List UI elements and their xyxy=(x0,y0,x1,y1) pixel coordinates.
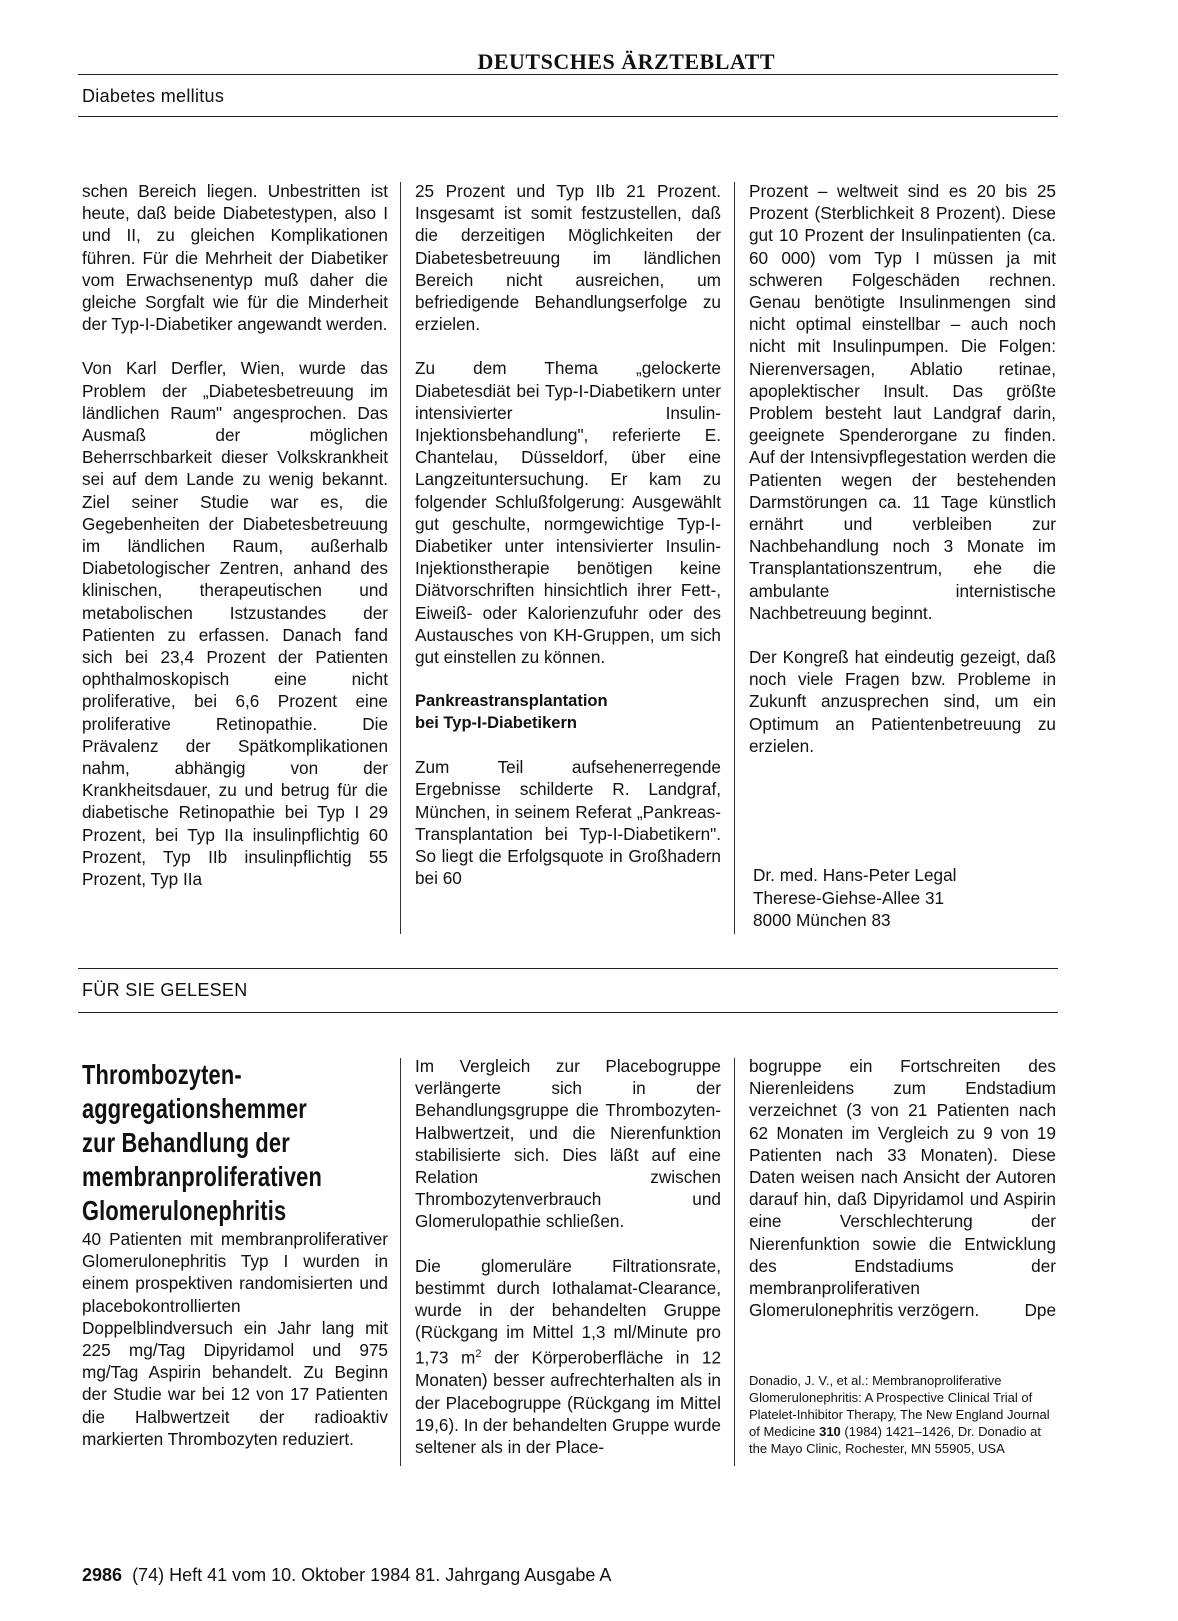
column-divider xyxy=(734,182,735,934)
column-divider xyxy=(734,1058,735,1466)
paragraph: Der Kongreß hat eindeutig gezeigt, daß noch viele Fragen bzw. Probleme in Zukunft anzusprechen sind, um ein Optimum an Patientenbetreuung zu erzielen. xyxy=(749,647,1056,756)
article1-column-3 xyxy=(749,180,1056,779)
subheading: Pankreastransplantation bei Typ-I-Diabetikern xyxy=(415,692,608,733)
article2-column-1 xyxy=(82,1228,388,1472)
paragraph: schen Bereich liegen. Unbestritten ist heute, daß beide Diabetestypen, also I und II, zu gleichen Komplikationen führen. Für die Mehrheit der Diabetiker vom Erwachsenentyp muß daher die gleiche Sorgfalt wie für die Minderheit der Typ-I-Diabetiker angewandt werden. xyxy=(82,181,388,335)
author-signature xyxy=(753,864,1053,932)
author-street: Therese-Giehse-Allee 31 xyxy=(753,887,945,908)
issue-info: (74) Heft 41 vom 10. Oktober 1984 81. Jahrgang Ausgabe A xyxy=(132,1565,612,1585)
header-rule-bottom xyxy=(78,116,1058,117)
paragraph: 40 Patienten mit membranproliferativer Glomerulonephritis Typ I wurden in einem prospektiven randomisierten und placebokontrollierten Doppelblindversuch ein Jahr lang mit 225 mg/Tag Dipyridamol und 975 mg/Tag Aspirin behandelt. Zu Beginn der Studie war bei 12 von 17 Patienten die Halbwertzeit der radioaktiv markierten Thrombozyten reduziert. xyxy=(82,1229,388,1449)
section-rule-top xyxy=(78,968,1058,969)
section-label-fuer-sie-gelesen: FÜR SIE GELESEN xyxy=(82,980,248,1000)
section-rule-bottom xyxy=(78,1012,1058,1013)
article2-column-3 xyxy=(749,1055,1056,1321)
paragraph: 25 Prozent und Typ IIb 21 Prozent. Insgesamt ist somit festzustellen, daß die derzeitigen Möglichkeiten der Diabetesbetreuung im ländlichen Bereich nicht ausreichen, um befriedigende Behandlungserfolge zu erzielen. xyxy=(415,181,721,335)
paragraph: Im Vergleich zur Placebogruppe verlängerte sich in der Behandlungsgruppe die Thrombozyten-Halbwertzeit, und die Nierenfunktion stabilisierte sich. Dies läßt auf eine Relation zwischen Thrombozytenverbrauch und Glomerulopathie schließen. xyxy=(415,1056,721,1232)
article2-title: Thrombozyten- aggregationshemmer zur Behandlung der membranproliferativen Glomerulonephritis xyxy=(82,1059,322,1226)
article1-column-2 xyxy=(415,180,721,911)
paragraph: Zum Teil aufsehenerregende Ergebnisse schilderte R. Landgraf, München, in seinem Referat „Pankreas-Transplantation bei Typ-I-Diabetikern". So liegt die Erfolgsquote in Großhadern bei 60 xyxy=(415,757,721,889)
page-footer xyxy=(82,1565,611,1586)
header-rule-top xyxy=(78,74,1058,75)
paragraph: bogruppe ein Fortschreiten des Nierenleidens zum Endstadium verzeichnet (3 von 21 Patienten nach 62 Monaten im Vergleich zu 9 von 19 Patienten nach 33 Monaten). Diese Daten weisen nach Ansicht der Autoren darauf hin, daß Dipyridamol und Aspirin eine Verschlechterung der Nierenfunktion sowie die Entwicklung des Endstadiums der membranproliferativen Glomerulonephritis verzögern. Dpe xyxy=(749,1056,1056,1321)
column-divider xyxy=(400,182,401,934)
page-number: 2986 xyxy=(82,1565,123,1585)
author-initials: Dpe xyxy=(1024,1300,1056,1321)
paragraph: Die glomeruläre Filtrationsrate, bestimmt durch Iothalamat-Clearance, wurde in der behandelten Gruppe (Rückgang im Mittel 1,3 ml/Minute pro 1,73 $m^2$ der Körperoberfläche in 12 Monaten) besser aufrechterhalten als in der Placebogruppe (Rückgang im Mittel 19,6). In der behandelten Gruppe wurde seltener als in der Place- xyxy=(415,1255,721,1457)
literature-reference: Donadio, J. V., et al.: Membranoproliferative Glomerulonephritis: A Prospective Clinical Trial of Platelet-Inhibitor Therapy, The New England Journal of Medicine 310 (1984) 1421–1426, Dr. Donadio at the Mayo Clinic, Rochester, MN 55905, USA xyxy=(749,1373,1050,1456)
paragraph: Prozent – weltweit sind es 20 bis 25 Prozent (Sterblichkeit 8 Prozent). Diese gut 10 Prozent der Insulinpatienten (ca. 60 000) vom Typ I müssen ja mit schweren Folgeschäden rechnen. Genau benötigte Insulinmengen sind nicht optimal einstellbar – auch noch nicht mit Insulinpumpen. Die Folgen: Nierenversagen, Ablatio retinae, apoplektischer Insult. Das größte Problem besteht laut Landgraf darin, geeignete Spenderorgane zu finden. Auf der Intensivpflegestation werden die Patienten wegen der bestehenden Darmstörungen ca. 11 Tage künstlich ernährt und verbleiben zur Nachbehandlung noch 3 Monate im Transplantationszentrum, ehe die ambulante internistische Nachbetreuung beginnt. xyxy=(749,181,1056,623)
article2-column-2 xyxy=(415,1055,721,1480)
author-name: Dr. med. Hans-Peter Legal xyxy=(753,865,957,885)
paragraph: Von Karl Derfler, Wien, wurde das Problem der „Diabetesbetreuung im ländlichen Raum" angesprochen. Das Ausmaß der möglichen Beherrschbarkeit dieser Volkskrankheit sei auf dem Lande zu wenig bekannt. Ziel seiner Studie war es, die Gegebenheiten der Diabetesbetreuung im ländlichen Raum, außerhalb Diabetologischer Zentren, anhand des klinischen, therapeutischen und metabolischen Istzustandes der Patienten zu erfassen. Danach fand sich bei 23,4 Prozent der Patienten ophthalmoskopisch eine nicht proliferative, bei 6,6 Prozent eine proliferative Retinopathie. Die Prävalenz der Spätkomplikationen nahm, abhängig von der Krankheitsdauer, zu und betrug für die diabetische Retinopathie bei Typ I 29 Prozent, bei Typ IIa insulinpflichtig 60 Prozent, Typ IIb insulinpflichtig 55 Prozent, Typ IIa xyxy=(82,358,388,890)
superscript: 2 xyxy=(475,1348,482,1361)
journal-masthead: DEUTSCHES ÄRZTEBLATT xyxy=(477,49,775,74)
section-label: Diabetes mellitus xyxy=(82,86,225,106)
column-divider xyxy=(400,1058,401,1466)
author-city: 8000 München 83 xyxy=(753,910,891,930)
paragraph: Zu dem Thema „gelockerte Diabetesdiät bei Typ-I-Diabetikern unter intensivierter Insulin-Injektionsbehandlung", referierte E. Chantelau, Düsseldorf, über eine Langzeituntersuchung. Er kam zu folgender Schlußfolgerung: Ausgewählt gut geschulte, normgewichtige Typ-I-Diabetiker unter intensivierter Insulin-Injektionstherapie benötigen keine Diätvorschriften hinsichtlich ihrer Fett-, Eiweiß- oder Kalorienzufuhr oder des Austausches von KH-Gruppen, um sich gut einstellen zu können. xyxy=(415,358,721,668)
article1-column-1 xyxy=(82,180,388,912)
